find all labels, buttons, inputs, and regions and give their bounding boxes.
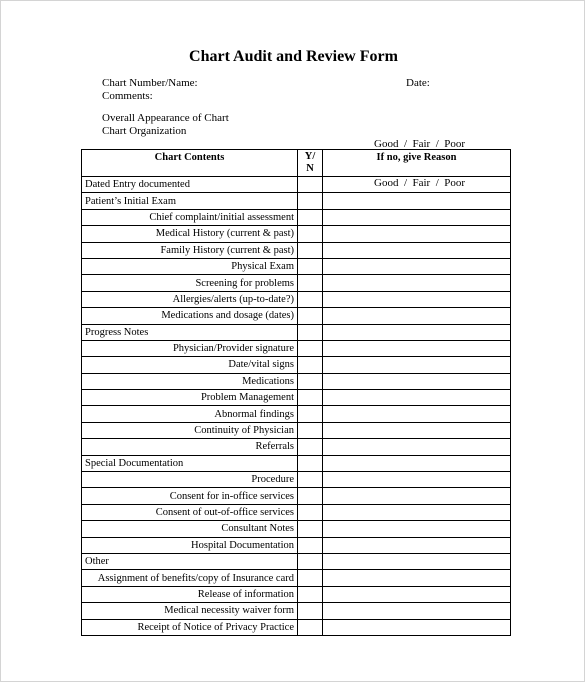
table-row: [82, 340, 511, 356]
yn-cell[interactable]: [298, 258, 323, 274]
table-row: [82, 308, 511, 324]
reason-cell[interactable]: [323, 209, 511, 225]
item-label: Medications and dosage (dates): [82, 308, 298, 324]
yn-cell[interactable]: [298, 193, 323, 209]
yn-cell[interactable]: [298, 537, 323, 553]
table-row: [82, 488, 511, 504]
item-label: Procedure: [82, 472, 298, 488]
item-label: Family History (current & past): [82, 242, 298, 258]
item-label: Physical Exam: [82, 258, 298, 274]
reason-cell[interactable]: [323, 553, 511, 569]
audit-table: [81, 149, 511, 636]
table-row: [82, 291, 511, 307]
reason-cell[interactable]: [323, 521, 511, 537]
col-header-reason: If no, give Reason: [323, 150, 511, 177]
reason-cell[interactable]: [323, 537, 511, 553]
item-label: Allergies/alerts (up-to-date?): [82, 291, 298, 307]
yn-cell[interactable]: [298, 553, 323, 569]
yn-cell[interactable]: [298, 603, 323, 619]
yn-cell[interactable]: [298, 177, 323, 193]
reason-cell[interactable]: [323, 504, 511, 520]
reason-cell[interactable]: [323, 177, 511, 193]
table-row: [82, 586, 511, 602]
yn-cell[interactable]: [298, 619, 323, 635]
yn-cell[interactable]: [298, 504, 323, 520]
col-header-contents: Chart Contents: [82, 150, 298, 177]
table-row: [82, 226, 511, 242]
yn-cell[interactable]: [298, 291, 323, 307]
date-label: Date:: [406, 77, 430, 89]
item-label: Screening for problems: [82, 275, 298, 291]
table-row: [82, 439, 511, 455]
item-label: Consent for in-office services: [82, 488, 298, 504]
reason-cell[interactable]: [323, 308, 511, 324]
yn-cell[interactable]: [298, 242, 323, 258]
item-label: Receipt of Notice of Privacy Practice: [82, 619, 298, 635]
table-row: [82, 357, 511, 373]
reason-cell[interactable]: [323, 390, 511, 406]
yn-cell[interactable]: [298, 324, 323, 340]
table-row: [82, 537, 511, 553]
reason-cell[interactable]: [323, 373, 511, 389]
yn-cell[interactable]: [298, 570, 323, 586]
section-label: Progress Notes: [82, 324, 298, 340]
section-label: Dated Entry documented: [82, 177, 298, 193]
item-label: Release of information: [82, 586, 298, 602]
yn-cell[interactable]: [298, 406, 323, 422]
table-row: [82, 324, 511, 340]
item-label: Consultant Notes: [82, 521, 298, 537]
table-row: [82, 619, 511, 635]
table-row: [82, 521, 511, 537]
table-row: [82, 242, 511, 258]
table-row: [82, 504, 511, 520]
organization-label: Chart Organization: [102, 125, 187, 137]
item-label: Consent of out-of-office services: [82, 504, 298, 520]
reason-cell[interactable]: [323, 603, 511, 619]
table-row: [82, 553, 511, 569]
table-row: [82, 177, 511, 193]
table-row: [82, 472, 511, 488]
table-row: [82, 209, 511, 225]
page-title: Chart Audit and Review Form: [189, 48, 398, 65]
yn-cell[interactable]: [298, 390, 323, 406]
rating-labels: [102, 112, 229, 138]
reason-cell[interactable]: [323, 226, 511, 242]
yn-cell[interactable]: [298, 308, 323, 324]
item-label: Medications: [82, 373, 298, 389]
reason-cell[interactable]: [323, 570, 511, 586]
yn-cell[interactable]: [298, 521, 323, 537]
table-row: [82, 258, 511, 274]
yn-cell[interactable]: [298, 455, 323, 471]
table-row: [82, 390, 511, 406]
chart-info-labels: [102, 77, 198, 103]
item-label: Problem Management: [82, 390, 298, 406]
table-row: [82, 193, 511, 209]
col-header-yn: [298, 150, 323, 177]
yn-cell[interactable]: [298, 422, 323, 438]
yn-cell[interactable]: [298, 472, 323, 488]
chart-number-label: Chart Number/Name:: [102, 77, 198, 89]
reason-cell[interactable]: [323, 488, 511, 504]
reason-cell[interactable]: [323, 357, 511, 373]
reason-cell[interactable]: [323, 340, 511, 356]
reason-cell[interactable]: [323, 422, 511, 438]
table-row: [82, 422, 511, 438]
yn-cell[interactable]: [298, 439, 323, 455]
appearance-rating[interactable]: Good / Fair / Poor: [374, 138, 466, 150]
reason-cell[interactable]: [323, 275, 511, 291]
item-label: Referrals: [82, 439, 298, 455]
yn-cell[interactable]: [298, 373, 323, 389]
item-label: Date/vital signs: [82, 357, 298, 373]
item-label: Hospital Documentation: [82, 537, 298, 553]
yn-cell[interactable]: [298, 275, 323, 291]
item-label: Medical History (current & past): [82, 226, 298, 242]
reason-cell[interactable]: [323, 242, 511, 258]
reason-cell[interactable]: [323, 193, 511, 209]
yn-cell[interactable]: [298, 586, 323, 602]
table-row: [82, 455, 511, 471]
yn-cell[interactable]: [298, 209, 323, 225]
item-label: Chief complaint/initial assessment: [82, 209, 298, 225]
reason-cell[interactable]: [323, 455, 511, 471]
reason-cell[interactable]: [323, 324, 511, 340]
section-label: Special Documentation: [82, 455, 298, 471]
item-label: Physician/Provider signature: [82, 340, 298, 356]
table-row: [82, 406, 511, 422]
yn-cell[interactable]: [298, 226, 323, 242]
table-row: [82, 373, 511, 389]
yn-cell[interactable]: [298, 488, 323, 504]
reason-cell[interactable]: [323, 619, 511, 635]
item-label: Abnormal findings: [82, 406, 298, 422]
reason-cell[interactable]: [323, 439, 511, 455]
reason-cell[interactable]: [323, 472, 511, 488]
col-header-yn-line1: Y/: [304, 151, 316, 162]
reason-cell[interactable]: [323, 406, 511, 422]
item-label: Continuity of Physician: [82, 422, 298, 438]
table-row: [82, 603, 511, 619]
yn-cell[interactable]: [298, 357, 323, 373]
section-label: Patient’s Initial Exam: [82, 193, 298, 209]
item-label: Assignment of benefits/copy of Insurance card: [82, 570, 298, 586]
yn-cell[interactable]: [298, 340, 323, 356]
table-header-row: [82, 150, 511, 177]
reason-cell[interactable]: [323, 258, 511, 274]
table-row: [82, 570, 511, 586]
table-row: [82, 275, 511, 291]
comments-label: Comments:: [102, 90, 153, 102]
item-label: Medical necessity waiver form: [82, 603, 298, 619]
appearance-label: Overall Appearance of Chart: [102, 112, 229, 124]
section-label: Other: [82, 553, 298, 569]
col-header-yn-line2: N: [306, 163, 314, 174]
reason-cell[interactable]: [323, 291, 511, 307]
reason-cell[interactable]: [323, 586, 511, 602]
organization-rating[interactable]: Good / Fair / Poor: [374, 177, 466, 189]
